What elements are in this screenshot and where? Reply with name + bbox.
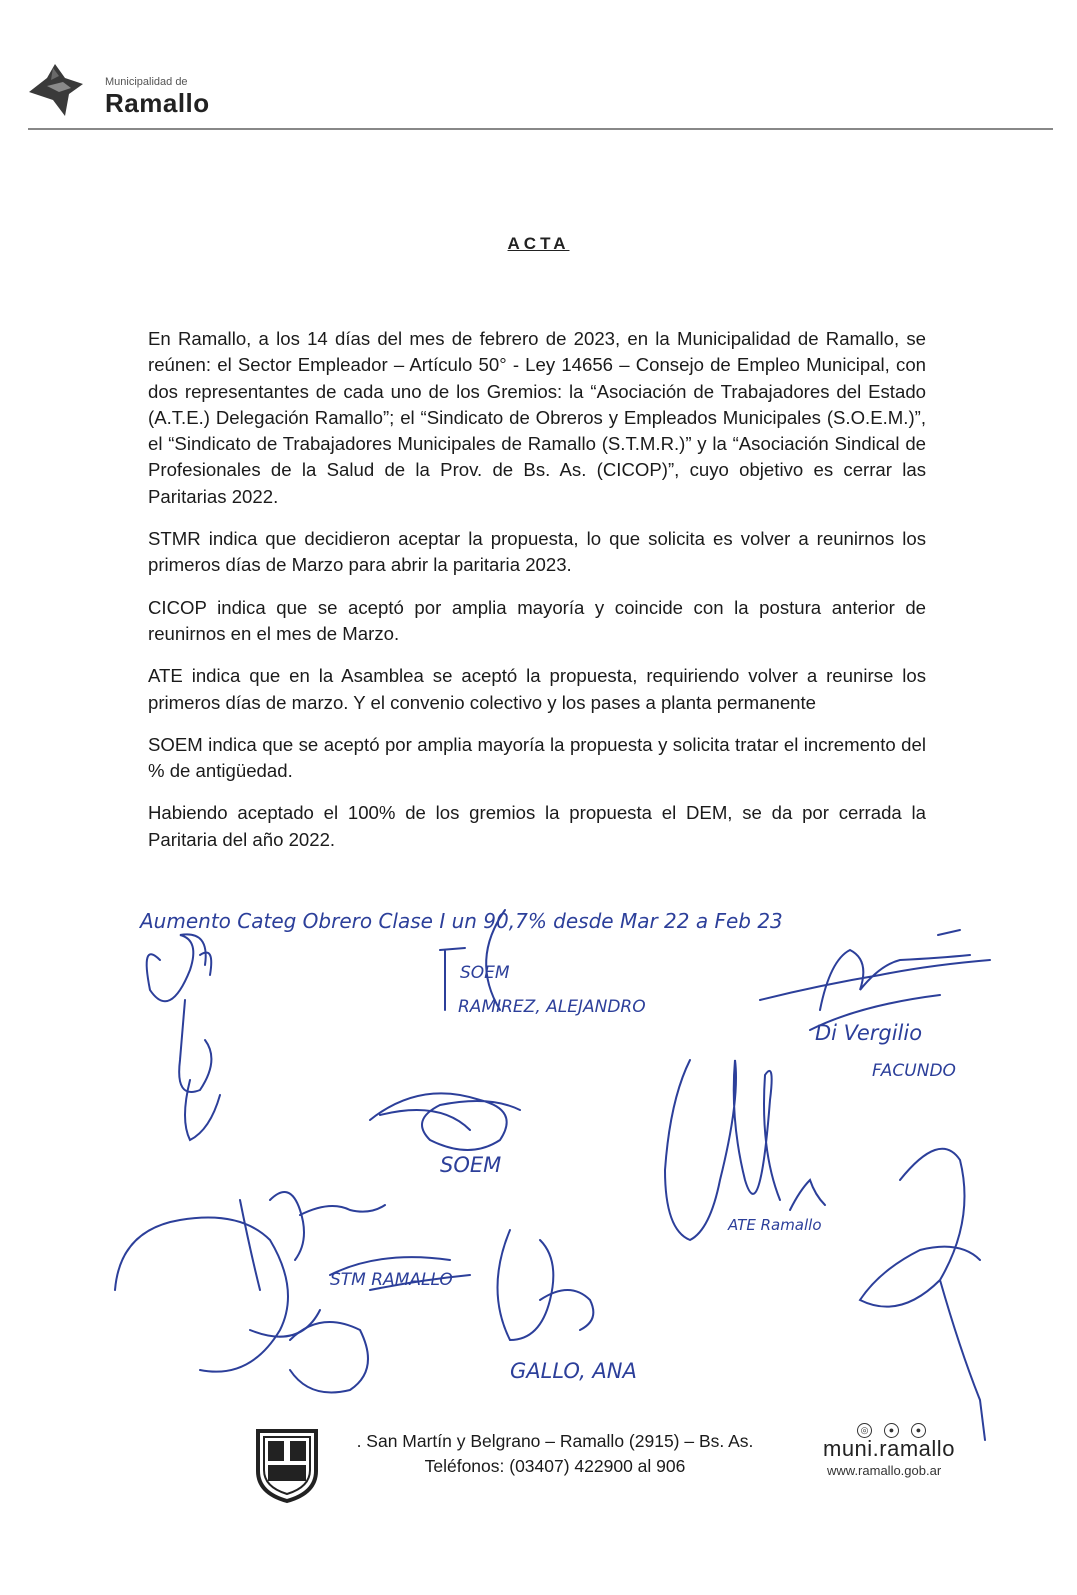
handwritten-vergilio: Di Vergilio (815, 1021, 923, 1045)
signature-initials (147, 934, 212, 1001)
signature-gallo (498, 1230, 594, 1340)
signature-big-right (860, 1149, 985, 1440)
twitter-icon: ● (884, 1423, 899, 1438)
footer-brand: muni.ramallo (823, 1436, 955, 1461)
handwritten-note: Aumento Categ Obrero Clase I un 90,7% desde Mar 22 a Feb 23 (140, 909, 783, 933)
paragraph-stmr: STMR indica que decidieron aceptar la propuesta, lo que solicita es volver a reunirnos los primeros días de Marzo para abrir la paritaria 2023. (148, 528, 926, 576)
signature-round-bottom (290, 1322, 368, 1393)
signature-large-curve-left (115, 1200, 320, 1372)
handwritten-stm: STM RAMALLO (330, 1270, 453, 1290)
paragraph-ate: ATE indica que en la Asamblea se aceptó la propuesta, requiriendo volver a reunirse los primeros días de marzo. Y el convenio colectivo y los pases a planta permanente (148, 665, 926, 713)
paragraph-soem: SOEM indica que se aceptó por amplia mayoría la propuesta y solicita tratar el incremento del % de antigüedad. (148, 733, 926, 782)
logo-subtitle: Municipalidad de (105, 76, 188, 88)
signature-large-loops (665, 1060, 780, 1240)
instagram-icon: ◎ (857, 1423, 872, 1438)
signature-soem (370, 1093, 520, 1150)
handwritten-facundo: FACUNDO (872, 1061, 956, 1081)
paragraph-intro: En Ramallo, a los 14 días del mes de febrero de 2023, en la Municipalidad de Ramallo, se reúnen: el Sector Empleador – Artículo 50° - Ley 14656 – Consejo de Empleo Municipal, con dos representantes de cada uno de los Gremios: la “Asociación de Trabajadores del Estado (A.T.E.) Delegación Ramallo”; el “Sindicato de Obreros y Empleados Municipales (S.O.E.M.)”, el “Sindicato de Trabajadores Municipales de Ramallo (S.T.M.R.)” y la “Asociación Sindical de Profesionales de la Salud de la Prov. de Bs. As. (CICOP)”, cuyo objetivo es cerrar las Paritarias 2022. (148, 328, 926, 507)
municipal-crest-icon (252, 1425, 322, 1505)
handwritten-ate: ATE Ramallo (728, 1216, 822, 1234)
signature-ramallo-right (790, 1180, 825, 1210)
signature-vertical-left (179, 1000, 220, 1140)
footer-address-block (320, 1429, 790, 1479)
signature-scribble-top-right (760, 950, 990, 1030)
paragraph-closing: Habiendo aceptado el 100% de los gremios la propuesta el DEM, se da por cerrada la Paritaria del año 2022. (148, 802, 926, 850)
signature-jarry (270, 1192, 385, 1260)
logo-title: Ramallo (105, 88, 210, 118)
footer-address: . San Martín y Belgrano – Ramallo (2915) – Bs. As. (356, 1431, 754, 1451)
handwritten-soem-2: RAMIREZ, ALEJANDRO (458, 997, 646, 1017)
handwritten-gallo: GALLO, ANA (510, 1359, 637, 1383)
facebook-icon: ● (911, 1423, 926, 1438)
handwritten-soem-1: SOEM (460, 963, 510, 983)
footer-phones: Teléfonos: (03407) 422900 al 906 (424, 1456, 686, 1476)
paragraph-cicop: CICOP indica que se aceptó por amplia mayoría y coincide con la postura anterior de reunirnos en el mes de Marzo. (148, 596, 926, 644)
handwritten-soem-label: SOEM (440, 1153, 502, 1177)
footer-website: www.ramallo.gob.ar (827, 1463, 942, 1478)
document-title: ACTA (507, 234, 570, 253)
